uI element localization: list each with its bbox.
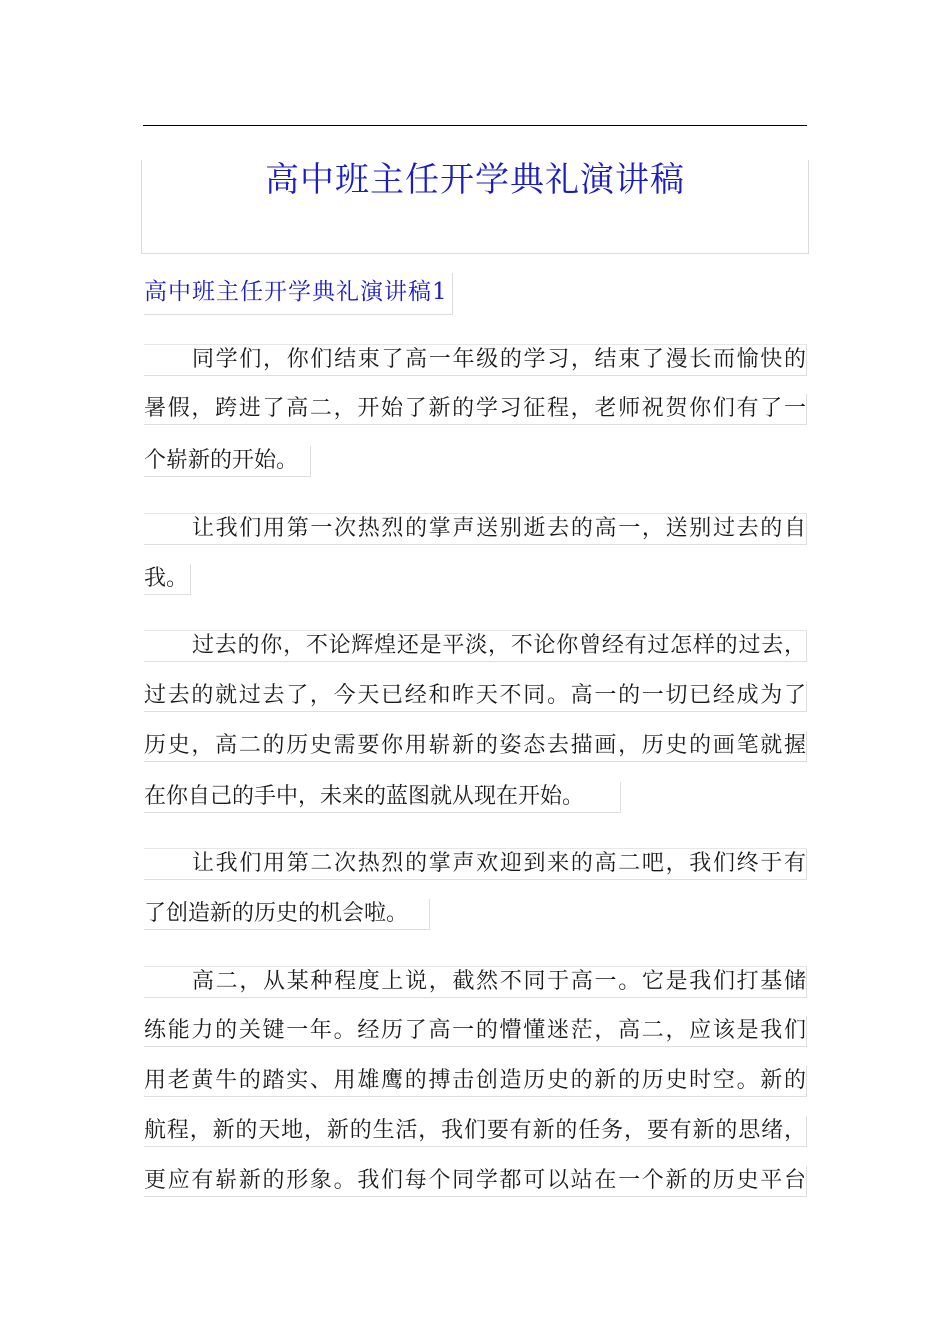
paragraph-5-line-4: 航程，新的天地，新的生活，我们要有新的任务，要有新的思绪， bbox=[144, 1116, 807, 1147]
paragraph-5-line-5: 更应有崭新的形象。我们每个同学都可以站在一个新的历史平台 bbox=[144, 1166, 807, 1197]
section-title: 高中班主任开学典礼演讲稿1 bbox=[144, 273, 453, 315]
paragraph-1-line-2: 暑假，跨进了高二，开始了新的学习征程，老师祝贺你们有了一 bbox=[144, 394, 807, 425]
paragraph-4-line-1: 让我们用第二次热烈的掌声欢迎到来的高二吧，我们终于有 bbox=[144, 848, 807, 880]
document-title: 高中班主任开学典礼演讲稿 bbox=[265, 160, 685, 200]
paragraph-3-line-2: 过去的就过去了，今天已经和昨天不同。高一的一切已经成为了 bbox=[144, 681, 807, 712]
paragraph-3-line-3: 历史，高二的历史需要你用崭新的姿态去描画，历史的画笔就握 bbox=[144, 731, 807, 762]
paragraph-3-line-1: 过去的你，不论辉煌还是平淡，不论你曾经有过怎样的过去， bbox=[144, 630, 807, 662]
paragraph-5-line-3: 用老黄牛的踏实、用雄鹰的搏击创造历史的新的历史时空。新的 bbox=[144, 1066, 807, 1097]
paragraph-2-line-2: 我。 bbox=[144, 564, 191, 595]
paragraph-1-line-3: 个崭新的开始。 bbox=[144, 446, 311, 477]
paragraph-1-line-1: 同学们，你们结束了高一年级的学习，结束了漫长而愉快的 bbox=[144, 344, 807, 376]
paragraph-2-line-1: 让我们用第一次热烈的掌声送别逝去的高一，送别过去的自 bbox=[144, 513, 807, 545]
paragraph-5-line-1: 高二，从某种程度上说，截然不同于高一。它是我们打基储 bbox=[144, 966, 807, 998]
paragraph-4-line-2: 了创造新的历史的机会啦。 bbox=[144, 899, 430, 930]
paragraph-3-line-4: 在你自己的手中，未来的蓝图就从现在开始。 bbox=[144, 782, 621, 813]
paragraph-5-line-2: 练能力的关键一年。经历了高一的懵懂迷茫，高二，应该是我们 bbox=[144, 1016, 807, 1047]
header-rule bbox=[143, 125, 807, 126]
